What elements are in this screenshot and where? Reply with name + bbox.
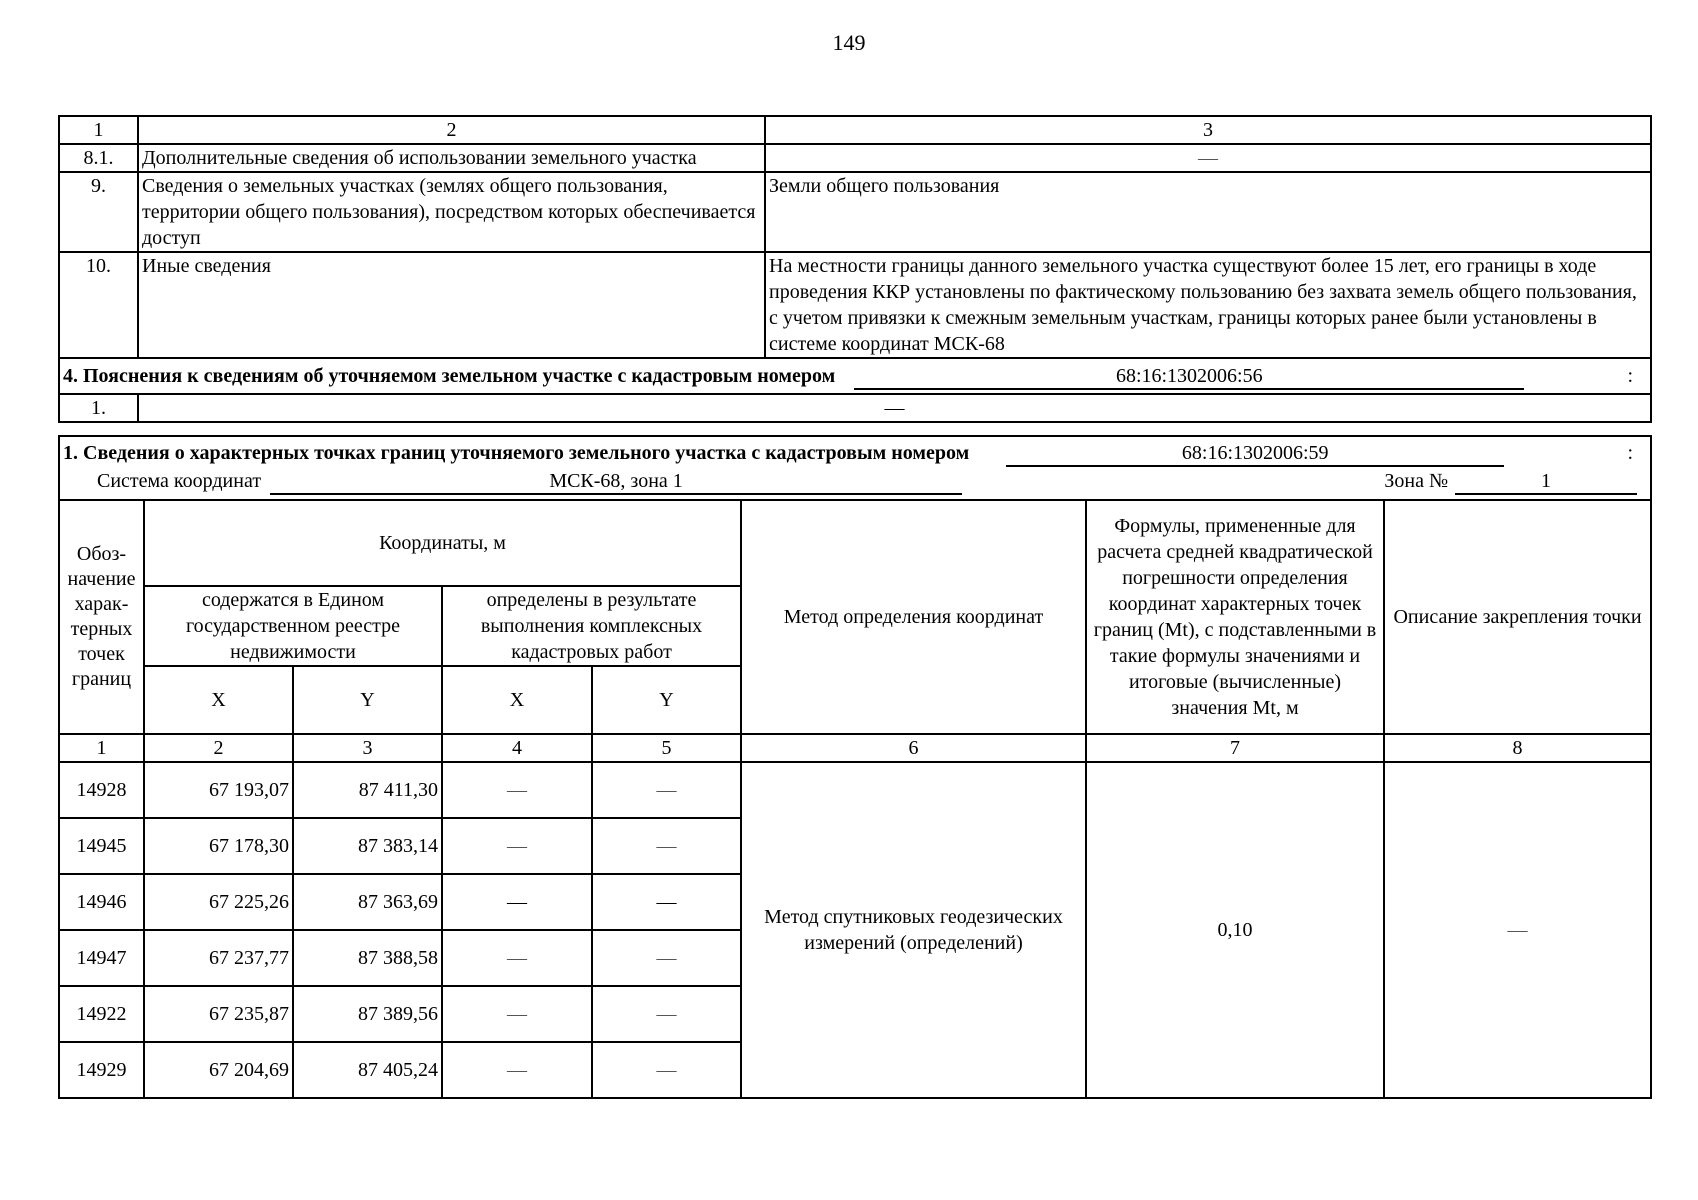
col-number: 5 (592, 734, 741, 762)
col-number: 4 (442, 734, 592, 762)
point-x-kkr: — (442, 874, 592, 930)
header-formulas: Формулы, примененные для расчета средней квадратической погрешности определения координат характерных точек границ (Mt), с подставленными в такие формулы значениями и итоговые (вычисленные) значения Mt, м (1086, 500, 1384, 734)
section1-colon: : (1627, 442, 1634, 464)
row-label: Иные сведения (138, 252, 765, 358)
land-info-table (58, 115, 1652, 423)
row-value: — (138, 394, 1651, 422)
column-numbers-row (59, 734, 1651, 762)
section4-colon: : (1627, 365, 1633, 387)
page-number: 149 (832, 30, 866, 55)
col-number: 6 (741, 734, 1086, 762)
header-coordinates: Координаты, м (144, 500, 741, 586)
header-kkr: определены в результате выполнения комплексных кадастровых работ (442, 586, 741, 666)
point-x: 67 225,26 (144, 874, 293, 930)
table-row (59, 144, 1651, 172)
header-x-egrn: X (144, 666, 293, 734)
point-id: 14929 (59, 1042, 144, 1098)
point-id: 14922 (59, 986, 144, 1042)
col-number: 7 (1086, 734, 1384, 762)
point-y-kkr: — (592, 986, 741, 1042)
header-method: Метод определения координат (741, 500, 1086, 734)
table-row (59, 252, 1651, 358)
section1-title: 1. Сведения о характерных точках границ уточняемого земельного участка с кадастровым номером (63, 442, 970, 464)
row-label: Дополнительные сведения об использовании земельного участка (138, 144, 765, 172)
header-designation: Обоз-начение харак-терных точек границ (59, 500, 144, 734)
point-x-kkr: — (442, 986, 592, 1042)
point-y: 87 388,58 (293, 930, 442, 986)
row-number: 1. (59, 394, 138, 422)
section4-cadastral-number: 68:16:1302006:56 (854, 364, 1524, 390)
point-x: 67 193,07 (144, 762, 293, 818)
point-y: 87 411,30 (293, 762, 442, 818)
table-row (59, 172, 1651, 252)
section4-title-row (59, 358, 1651, 394)
point-x: 67 178,30 (144, 818, 293, 874)
header-description: Описание закрепления точки (1384, 500, 1651, 734)
method-cell: Метод спутниковых геодезических измерений (определений) (741, 762, 1086, 1098)
col-number: 8 (1384, 734, 1651, 762)
point-y: 87 363,69 (293, 874, 442, 930)
header-y-egrn: Y (293, 666, 442, 734)
point-y: 87 405,24 (293, 1042, 442, 1098)
header-x-kkr: X (442, 666, 592, 734)
point-x: 67 204,69 (144, 1042, 293, 1098)
row-value: Земли общего пользования (765, 172, 1651, 252)
row-number: 10. (59, 252, 138, 358)
section1-cadastral-number: 68:16:1302006:59 (1006, 441, 1504, 467)
point-y-kkr: — (592, 930, 741, 986)
point-y-kkr: — (592, 818, 741, 874)
point-y-kkr: — (592, 1042, 741, 1098)
point-y: 87 383,14 (293, 818, 442, 874)
point-y-kkr: — (592, 762, 741, 818)
table-row (59, 762, 1651, 818)
point-id: 14947 (59, 930, 144, 986)
point-x: 67 237,77 (144, 930, 293, 986)
point-y-kkr: — (592, 874, 741, 930)
section1-title-row (59, 436, 1651, 500)
point-id: 14928 (59, 762, 144, 818)
zone-value: 1 (1455, 469, 1637, 495)
point-y: 87 389,56 (293, 986, 442, 1042)
coord-system-value: МСК-68, зона 1 (270, 469, 962, 495)
coord-system-label: Система координат (97, 470, 262, 492)
row-number: 9. (59, 172, 138, 252)
header-y-kkr: Y (592, 666, 741, 734)
point-id: 14946 (59, 874, 144, 930)
point-x-kkr: — (442, 818, 592, 874)
col-header-3: 3 (765, 116, 1651, 144)
col-number: 1 (59, 734, 144, 762)
row-label: Сведения о земельных участках (землях общего пользования, территории общего пользования), посредством которых обеспечивается доступ (138, 172, 765, 252)
zone-label: Зона № (1384, 470, 1449, 492)
description-cell: — (1384, 762, 1651, 1098)
point-x-kkr: — (442, 762, 592, 818)
point-x: 67 235,87 (144, 986, 293, 1042)
row-value: — (765, 144, 1651, 172)
col-header-1: 1 (59, 116, 138, 144)
section4-title: 4. Пояснения к сведениям об уточняемом земельном участке с кадастровым номером (63, 365, 836, 387)
point-x-kkr: — (442, 1042, 592, 1098)
table-row (59, 394, 1651, 422)
mt-value: 0,10 (1086, 762, 1384, 1098)
col-number: 3 (293, 734, 442, 762)
row-value: На местности границы данного земельного участка существуют более 15 лет, его границы в ходе проведения ККР установлены по фактическому пользованию без захвата земель общего пользования, с учетом привязки к смежным земельным участкам, границы которых ранее были установлены в системе координат МСК-68 (765, 252, 1651, 358)
col-number: 2 (144, 734, 293, 762)
header-egrn: содержатся в Едином государственном реестре недвижимости (144, 586, 442, 666)
point-x-kkr: — (442, 930, 592, 986)
boundary-points-table (58, 435, 1652, 1099)
row-number: 8.1. (59, 144, 138, 172)
col-header-2: 2 (138, 116, 765, 144)
point-id: 14945 (59, 818, 144, 874)
